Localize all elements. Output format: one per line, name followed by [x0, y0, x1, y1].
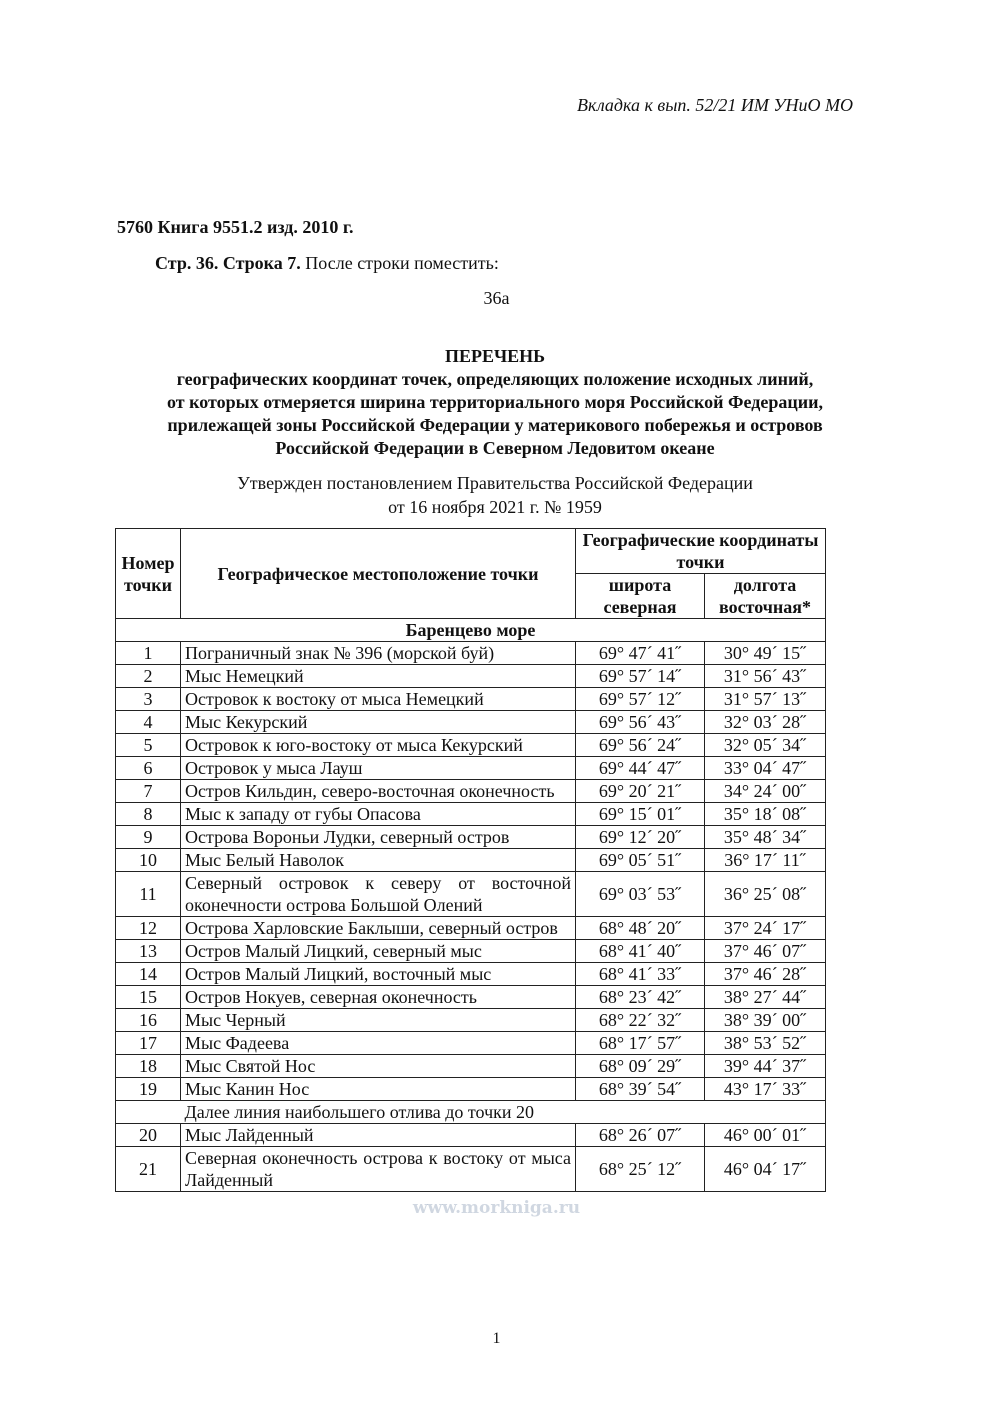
page-label-text: 36а	[483, 288, 510, 308]
point-number: 14	[116, 963, 181, 986]
point-latitude: 68° 22´ 32˝	[576, 1009, 705, 1032]
table-row	[116, 757, 826, 780]
table-row	[116, 780, 826, 803]
point-longitude: 30° 49´ 15˝	[705, 642, 826, 665]
instruction-bold: Стр. 36. Строка 7.	[155, 253, 301, 273]
point-latitude: 69° 12´ 20˝	[576, 826, 705, 849]
point-latitude: 69° 47´ 41˝	[576, 642, 705, 665]
instruction-line	[155, 253, 499, 274]
document-title	[100, 345, 890, 460]
point-longitude: 38° 27´ 44˝	[705, 986, 826, 1009]
page-number: 1	[492, 1330, 501, 1347]
point-number: 8	[116, 803, 181, 826]
point-number: 20	[116, 1124, 181, 1147]
point-number: 2	[116, 665, 181, 688]
point-location: Мыс Фадеева	[181, 1032, 576, 1055]
point-number: 5	[116, 734, 181, 757]
approval-line-1: Утвержден постановлением Правительства Российской Федерации	[237, 473, 753, 493]
section-row: Баренцево море	[116, 619, 826, 642]
point-number: 12	[116, 917, 181, 940]
header-number: Номер точки	[116, 529, 181, 619]
point-latitude: 68° 41´ 40˝	[576, 940, 705, 963]
point-latitude: 69° 57´ 14˝	[576, 665, 705, 688]
point-latitude: 69° 05´ 51˝	[576, 849, 705, 872]
point-longitude: 39° 44´ 37˝	[705, 1055, 826, 1078]
table-row	[116, 711, 826, 734]
point-latitude: 68° 17´ 57˝	[576, 1032, 705, 1055]
point-latitude: 68° 09´ 29˝	[576, 1055, 705, 1078]
point-number: 6	[116, 757, 181, 780]
point-location: Мыс Черный	[181, 1009, 576, 1032]
point-latitude: 68° 41´ 33˝	[576, 963, 705, 986]
header-lon: долгота восточная*	[705, 574, 826, 619]
header-coords: Географические координаты точки	[576, 529, 826, 574]
point-latitude: 68° 25´ 12˝	[576, 1147, 705, 1192]
point-latitude: 68° 23´ 42˝	[576, 986, 705, 1009]
point-latitude: 69° 20´ 21˝	[576, 780, 705, 803]
point-location: Пограничный знак № 396 (морской буй)	[181, 642, 576, 665]
point-longitude: 32° 03´ 28˝	[705, 711, 826, 734]
point-location: Мыс Канин Нос	[181, 1078, 576, 1101]
point-number: 19	[116, 1078, 181, 1101]
page-label	[0, 288, 993, 309]
watermark: www.morkniga.ru	[412, 1198, 581, 1218]
table-row	[116, 872, 826, 917]
instruction-rest: После строки поместить:	[300, 253, 499, 273]
point-latitude: 69° 56´ 24˝	[576, 734, 705, 757]
point-number: 10	[116, 849, 181, 872]
point-latitude: 69° 44´ 47˝	[576, 757, 705, 780]
point-latitude: 69° 56´ 43˝	[576, 711, 705, 734]
point-longitude: 34° 24´ 00˝	[705, 780, 826, 803]
point-longitude: 37° 46´ 28˝	[705, 963, 826, 986]
point-location: Остров Нокуев, северная оконечность	[181, 986, 576, 1009]
table-row	[116, 665, 826, 688]
point-number: 16	[116, 1009, 181, 1032]
table-row	[116, 642, 826, 665]
title-heading: ПЕРЕЧЕНЬ	[444, 346, 546, 366]
point-location: Острова Вороньи Лудки, северный остров	[181, 826, 576, 849]
point-latitude: 68° 26´ 07˝	[576, 1124, 705, 1147]
table-row	[116, 963, 826, 986]
point-location: Мыс Белый Наволок	[181, 849, 576, 872]
point-number: 4	[116, 711, 181, 734]
point-longitude: 35° 18´ 08˝	[705, 803, 826, 826]
point-location: Остров Малый Лицкий, восточный мыс	[181, 963, 576, 986]
title-line-1: географических координат точек, определяющих положение исходных линий,	[176, 369, 814, 389]
point-number: 21	[116, 1147, 181, 1192]
point-location: Острова Харловские Баклыши, северный остров	[181, 917, 576, 940]
title-line-3: прилежащей зоны Российской Федерации у материкового побережья и островов	[167, 415, 823, 435]
table-row	[116, 1009, 826, 1032]
table-row	[116, 803, 826, 826]
header-note: Вкладка к вып. 52/21 ИМ УНиО МО	[577, 95, 853, 115]
point-latitude: 68° 48´ 20˝	[576, 917, 705, 940]
title-line-2: от которых отмеряется ширина территориального моря Российской Федерации,	[167, 392, 823, 412]
point-location: Островок к юго-востоку от мыса Кекурский	[181, 734, 576, 757]
note-row	[116, 1101, 826, 1124]
point-latitude: 68° 39´ 54˝	[576, 1078, 705, 1101]
point-longitude: 46° 04´ 17˝	[705, 1147, 826, 1192]
point-location: Мыс Немецкий	[181, 665, 576, 688]
point-latitude: 69° 15´ 01˝	[576, 803, 705, 826]
point-location: Мыс Лайденный	[181, 1124, 576, 1147]
table-row	[116, 1078, 826, 1101]
point-longitude: 43° 17´ 33˝	[705, 1078, 826, 1101]
point-location: Островок у мыса Лауш	[181, 757, 576, 780]
table-row	[116, 1147, 826, 1192]
point-number: 15	[116, 986, 181, 1009]
point-number: 1	[116, 642, 181, 665]
point-longitude: 36° 17´ 11˝	[705, 849, 826, 872]
note-row-text: Далее линия наибольшего отлива до точки 20	[181, 1101, 826, 1124]
approval-note	[100, 471, 890, 519]
point-number: 11	[116, 872, 181, 917]
point-location: Остров Кильдин, северо-восточная оконечность	[181, 780, 576, 803]
point-number: 13	[116, 940, 181, 963]
point-number: 7	[116, 780, 181, 803]
title-line-4: Российской Федерации в Северном Ледовитом океане	[275, 438, 715, 458]
book-reference: 5760 Книга 9551.2 изд. 2010 г.	[117, 217, 354, 237]
point-longitude: 37° 46´ 07˝	[705, 940, 826, 963]
point-number: 3	[116, 688, 181, 711]
table-row	[116, 917, 826, 940]
point-location: Островок к востоку от мыса Немецкий	[181, 688, 576, 711]
point-longitude: 31° 57´ 13˝	[705, 688, 826, 711]
point-longitude: 38° 53´ 52˝	[705, 1032, 826, 1055]
point-longitude: 38° 39´ 00˝	[705, 1009, 826, 1032]
point-longitude: 35° 48´ 34˝	[705, 826, 826, 849]
point-longitude: 31° 56´ 43˝	[705, 665, 826, 688]
table-row	[116, 986, 826, 1009]
point-longitude: 46° 00´ 01˝	[705, 1124, 826, 1147]
point-location: Мыс Кекурский	[181, 711, 576, 734]
table-row	[116, 1124, 826, 1147]
table-row	[116, 1032, 826, 1055]
point-longitude: 37° 24´ 17˝	[705, 917, 826, 940]
table-row	[116, 1055, 826, 1078]
point-number: 18	[116, 1055, 181, 1078]
point-location: Мыс к западу от губы Опасова	[181, 803, 576, 826]
table-row	[116, 734, 826, 757]
table-row	[116, 688, 826, 711]
point-longitude: 36° 25´ 08˝	[705, 872, 826, 917]
point-location: Мыс Святой Нос	[181, 1055, 576, 1078]
header-location: Географическое местоположение точки	[181, 529, 576, 619]
table-row	[116, 940, 826, 963]
point-location: Остров Малый Лицкий, северный мыс	[181, 940, 576, 963]
point-location: Северная оконечность острова к востоку от мыса Лайденный	[181, 1147, 576, 1192]
point-location: Северный островок к северу от восточной оконечности острова Большой Олений	[181, 872, 576, 917]
coordinates-table	[115, 528, 826, 1192]
point-number: 9	[116, 826, 181, 849]
table-row	[116, 849, 826, 872]
note-row-spacer	[116, 1101, 181, 1124]
table-row	[116, 826, 826, 849]
point-number: 17	[116, 1032, 181, 1055]
point-latitude: 69° 03´ 53˝	[576, 872, 705, 917]
point-longitude: 33° 04´ 47˝	[705, 757, 826, 780]
point-longitude: 32° 05´ 34˝	[705, 734, 826, 757]
point-latitude: 69° 57´ 12˝	[576, 688, 705, 711]
header-lat: широта северная	[576, 574, 705, 619]
approval-line-2: от 16 ноября 2021 г. № 1959	[388, 497, 602, 517]
